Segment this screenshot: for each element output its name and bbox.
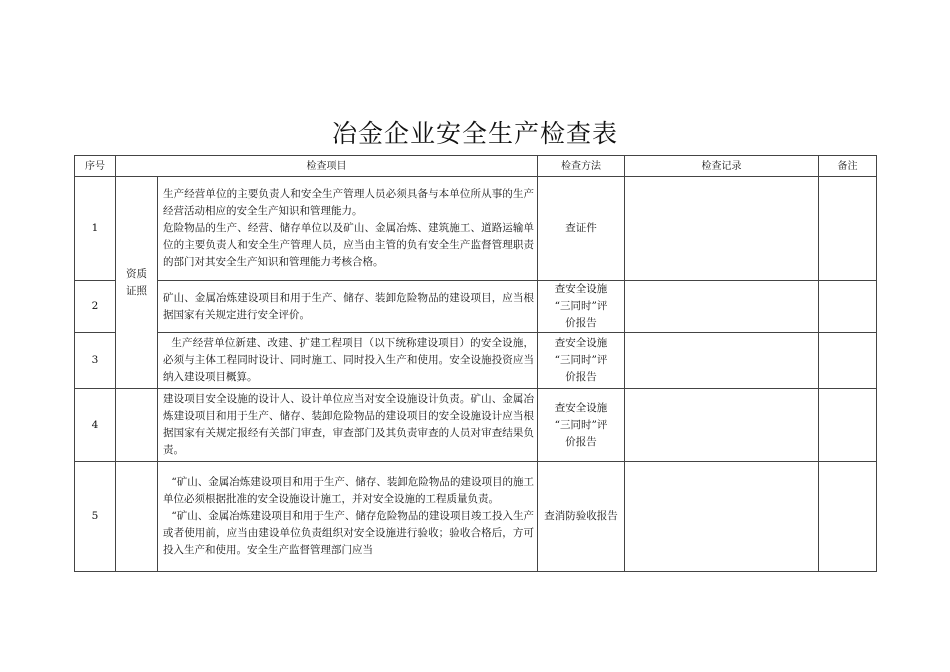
- table-row: [75, 462, 877, 572]
- method-cell: [538, 177, 625, 281]
- page-title: 冶金企业安全生产检查表: [331, 119, 618, 148]
- remark-cell[interactable]: [819, 462, 877, 572]
- item-text: [158, 281, 538, 333]
- method-line: 价报告: [565, 317, 597, 329]
- category-line: 证照: [126, 284, 147, 297]
- method-line: “三同时”评: [554, 300, 608, 312]
- method-line: “三同时”评: [554, 354, 608, 366]
- header-method: 检查方法: [538, 156, 625, 177]
- item-paragraph: 生产经营单位新建、改建、扩建工程项目（以下统称建设项目）的安全设施，必须与主体工程同时设计、同时施工、同时投入生产和使用。安全设施投资应当纳入建设项目概算。: [163, 337, 534, 383]
- remark-cell[interactable]: [819, 177, 877, 281]
- method-line: 查证件: [565, 222, 597, 234]
- header-no: 序号: [75, 156, 116, 177]
- record-cell[interactable]: [625, 333, 819, 389]
- row-number: 4: [75, 389, 116, 462]
- inspection-table: [74, 155, 877, 572]
- item-text: [158, 389, 538, 462]
- method-line: 查消防验收报告: [544, 510, 618, 522]
- record-cell[interactable]: [625, 462, 819, 572]
- method-line: 价报告: [565, 435, 597, 448]
- table-row: [75, 389, 877, 462]
- item-text: [158, 333, 538, 389]
- header-remark: 备注: [819, 156, 877, 177]
- item-paragraph: 矿山、金属冶炼建设项目和用于生产、储存、装卸危险物品的建设项目，应当根据国家有关规定进行安全评价。: [163, 291, 534, 321]
- table-row: [75, 177, 877, 281]
- method-line: “三同时”评: [554, 418, 608, 431]
- category-cell-empty: [116, 389, 158, 462]
- item-paragraph: 生产经营单位的主要负责人和安全生产管理人员必须具备与本单位所从事的生产经营活动相应的安全生产知识和管理能力。: [163, 188, 534, 217]
- remark-cell[interactable]: [819, 281, 877, 333]
- remark-cell[interactable]: [819, 333, 877, 389]
- table-row: [75, 333, 877, 389]
- method-cell: [538, 333, 625, 389]
- record-cell[interactable]: [625, 177, 819, 281]
- row-number: 1: [75, 177, 116, 281]
- method-cell: [538, 281, 625, 333]
- category-cell: [116, 177, 158, 389]
- record-cell[interactable]: [625, 389, 819, 462]
- method-cell: [538, 389, 625, 462]
- row-number: 3: [75, 333, 116, 389]
- category-cell-empty: [116, 462, 158, 572]
- item-text: [158, 177, 538, 281]
- header-record: 检查记录: [625, 156, 819, 177]
- row-number: 2: [75, 281, 116, 333]
- method-line: 查安全设施: [554, 337, 608, 349]
- item-paragraph: “矿山、金属冶炼建设项目和用于生产、储存危险物品的建设项目竣工投入生产或者使用前，应当由建设单位负责组织对安全设施进行验收；验收合格后，方可投入生产和使用。安全生产监督管理部门应当: [163, 510, 534, 556]
- item-text: [158, 462, 538, 572]
- record-cell[interactable]: [625, 281, 819, 333]
- category-line: 资质: [126, 267, 147, 280]
- table-row: [75, 281, 877, 333]
- item-paragraph: 建设项目安全设施的设计人、设计单位应当对安全设施设计负责。矿山、金属冶炼建设项目和用于生产、储存、装卸危险物品的建设项目的安全设施设计应当根据国家有关规定报经有关部门审查，审查部门及其负责审查的人员对审查结果负责。: [163, 393, 534, 456]
- method-line: 查安全设施: [554, 283, 608, 295]
- method-cell: [538, 462, 625, 572]
- table-header-row: [75, 156, 877, 177]
- item-paragraph: “矿山、金属冶炼建设项目和用于生产、储存、装卸危险物品的建设项目的施工单位必须根据批准的安全设施设计施工，并对安全设施的工程质量负责。: [163, 476, 534, 505]
- item-paragraph: 危险物品的生产、经营、储存单位以及矿山、金属冶炼、建筑施工、道路运输单位的主要负责人和安全生产管理人员，应当由主管的负有安全生产监督管理职责的部门对其安全生产知识和管理能力考核合格。: [163, 222, 534, 268]
- remark-cell[interactable]: [819, 389, 877, 462]
- row-number: 5: [75, 462, 116, 572]
- method-line: 查安全设施: [554, 401, 608, 414]
- method-line: 价报告: [565, 371, 597, 383]
- header-item: 检查项目: [116, 156, 538, 177]
